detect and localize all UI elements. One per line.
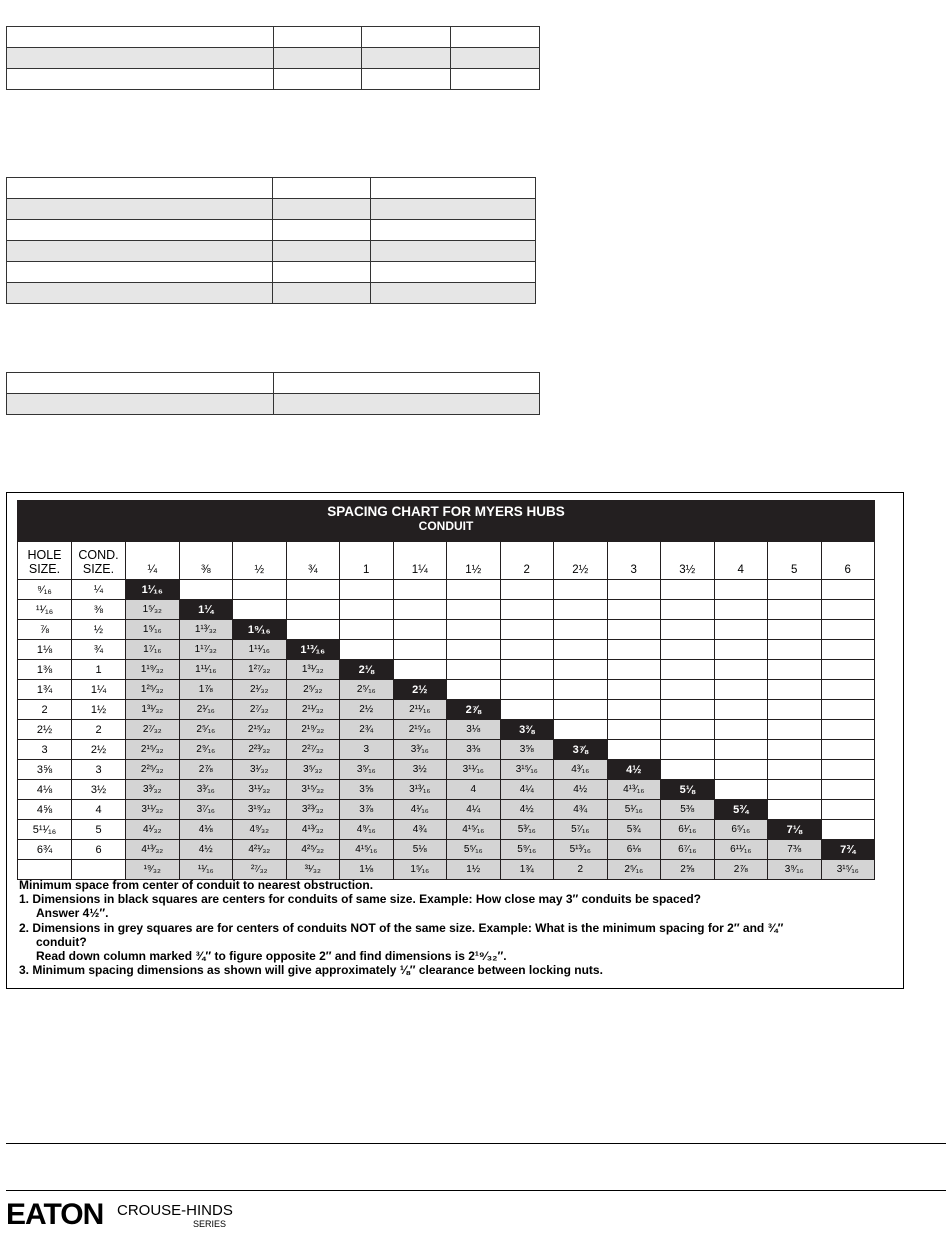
cond-size-cell: ¾ [72, 640, 126, 660]
cond-size-cell: ½ [72, 620, 126, 640]
mixed-size-spacing-cell: 6¹¹⁄₁₆ [714, 840, 768, 860]
empty-cell [714, 700, 768, 720]
empty-cell [554, 680, 608, 700]
empty-cell [661, 720, 715, 740]
empty-cell [607, 580, 661, 600]
mixed-size-spacing-cell: 2¹⁹⁄₃₂ [286, 720, 340, 740]
same-size-spacing-cell: 5¾ [714, 800, 768, 820]
empty-cell [821, 700, 875, 720]
empty-cell [286, 600, 340, 620]
mixed-size-spacing-cell: 4¾ [393, 820, 447, 840]
empty-cell [768, 720, 822, 740]
mixed-size-spacing-cell: 3¹⁹⁄₃₂ [233, 800, 287, 820]
mixed-size-spacing-cell: 4¾ [554, 800, 608, 820]
mixed-size-spacing-cell: 4²¹⁄₃₂ [233, 840, 287, 860]
hole-size-cell: ⅞ [18, 620, 72, 640]
cond-size-cell: 2½ [72, 740, 126, 760]
spacing-chart [6, 492, 904, 989]
mixed-size-spacing-cell: 7⅜ [768, 840, 822, 860]
note-line: Read down column marked ¾″ to figure opposite 2″ and find dimensions is 2¹⁹⁄₃₂″. [36, 949, 507, 964]
empty-cell [500, 600, 554, 620]
table-row [18, 660, 875, 680]
empty-cell [714, 680, 768, 700]
mixed-size-spacing-cell: 5¹⁄₁₆ [607, 800, 661, 820]
mixed-size-spacing-cell: 3¹¹⁄₃₂ [126, 800, 180, 820]
spacing-table [17, 541, 875, 880]
mixed-size-spacing-cell: 6⁷⁄₁₆ [661, 840, 715, 860]
mixed-size-spacing-cell: 3³⁄₃₂ [126, 780, 180, 800]
empty-cell [768, 800, 822, 820]
mixed-size-spacing-cell: 1⁵⁄₃₂ [126, 600, 180, 620]
empty-cell [179, 580, 233, 600]
same-size-spacing-cell: 1¹⁄₁₆ [126, 580, 180, 600]
conduit-column-header: 2½ [554, 542, 608, 580]
empty-cell [768, 740, 822, 760]
mixed-size-spacing-cell: 3⅞ [340, 800, 394, 820]
conduit-column-header: ¾ [286, 542, 340, 580]
hole-size-cell: 1⅛ [18, 640, 72, 660]
obstruction-spacing-cell: 1¾ [500, 860, 554, 880]
empty-cell [821, 580, 875, 600]
obstruction-spacing-cell: 1⁵⁄₁₆ [393, 860, 447, 880]
table-row [18, 820, 875, 840]
empty-cell [821, 820, 875, 840]
empty-cell [714, 620, 768, 640]
brand-series: SERIES [193, 1219, 227, 1229]
mixed-size-spacing-cell: 5¾ [607, 820, 661, 840]
hole-size-cell: 5¹¹⁄₁₆ [18, 820, 72, 840]
mixed-size-spacing-cell: 2¹¹⁄₁₆ [393, 700, 447, 720]
mixed-size-spacing-cell: 1⁵⁄₁₆ [126, 620, 180, 640]
mixed-size-spacing-cell: 5⁹⁄₁₆ [500, 840, 554, 860]
mixed-size-spacing-cell: 5³⁄₁₆ [500, 820, 554, 840]
obstruction-spacing-cell: ³¹⁄₃₂ [286, 860, 340, 880]
conduit-column-header: ½ [233, 542, 287, 580]
mixed-size-spacing-cell: 6⅛ [607, 840, 661, 860]
mixed-size-spacing-cell: 3⅝ [340, 780, 394, 800]
cond-size-cell: 1¼ [72, 680, 126, 700]
empty-cell [714, 760, 768, 780]
blank-table-2 [6, 177, 536, 304]
mixed-size-spacing-cell: 4⁹⁄₃₂ [233, 820, 287, 840]
cond-size-cell: ¼ [72, 580, 126, 600]
conduit-column-header: ¼ [126, 542, 180, 580]
empty-cell [714, 660, 768, 680]
empty-cell [340, 620, 394, 640]
mixed-size-spacing-cell: 4²⁵⁄₃₂ [286, 840, 340, 860]
mixed-size-spacing-cell: 3⅜ [447, 740, 501, 760]
mixed-size-spacing-cell: 4¹⁄₃₂ [126, 820, 180, 840]
mixed-size-spacing-cell: 3⅛ [447, 720, 501, 740]
hole-size-cell: ¹¹⁄₁₆ [18, 600, 72, 620]
mixed-size-spacing-cell: 1¹⁷⁄₃₂ [179, 640, 233, 660]
same-size-spacing-cell: 7¾ [821, 840, 875, 860]
blank-table-1 [6, 26, 540, 90]
empty-cell [447, 660, 501, 680]
mixed-size-spacing-cell: 2²³⁄₃₂ [233, 740, 287, 760]
empty-cell [821, 760, 875, 780]
empty-cell [821, 640, 875, 660]
obstruction-spacing-cell: ¹¹⁄₁₆ [179, 860, 233, 880]
mixed-size-spacing-cell: 5⅜ [661, 800, 715, 820]
empty-cell [607, 600, 661, 620]
mixed-size-spacing-cell: 1³¹⁄₃₂ [126, 700, 180, 720]
mixed-size-spacing-cell: 2⁷⁄₃₂ [233, 700, 287, 720]
empty-cell [607, 700, 661, 720]
empty-cell [393, 600, 447, 620]
note-line: 3. Minimum spacing dimensions as shown will give approximately ⅛″ clearance between locking nuts. [19, 963, 603, 978]
empty-cell [661, 740, 715, 760]
mixed-size-spacing-cell: 4³⁄₁₆ [554, 760, 608, 780]
hole-size-cell: 3⅝ [18, 760, 72, 780]
empty-cell [661, 760, 715, 780]
table-row [18, 800, 875, 820]
same-size-spacing-cell: 1⁹⁄₁₆ [233, 620, 287, 640]
same-size-spacing-cell: 7⅛ [768, 820, 822, 840]
conduit-column-header: 1½ [447, 542, 501, 580]
empty-cell [821, 600, 875, 620]
note-line: 2. Dimensions in grey squares are for centers of conduits NOT of the same size. Example: What is the minimum spacing for 2″ and ¾″ [19, 920, 784, 935]
empty-cell [607, 680, 661, 700]
mixed-size-spacing-cell: 2¹¹⁄₃₂ [286, 700, 340, 720]
hole-size-cell: 1¾ [18, 680, 72, 700]
mixed-size-spacing-cell: 5⁷⁄₁₆ [554, 820, 608, 840]
mixed-size-spacing-cell: 3³⁄₁₆ [393, 740, 447, 760]
obstruction-spacing-cell: 3¹⁵⁄₁₆ [821, 860, 875, 880]
conduit-column-header: 4 [714, 542, 768, 580]
empty-cell [821, 780, 875, 800]
mixed-size-spacing-cell: 4⁹⁄₁₆ [340, 820, 394, 840]
conduit-column-header: 3½ [661, 542, 715, 580]
conduit-column-header: 6 [821, 542, 875, 580]
empty-cell [821, 740, 875, 760]
mixed-size-spacing-cell: 2⁷⁄₃₂ [126, 720, 180, 740]
cond-size-cell: 6 [72, 840, 126, 860]
empty-cell [768, 680, 822, 700]
mixed-size-spacing-cell: 3³⁄₁₆ [179, 780, 233, 800]
empty-cell [821, 680, 875, 700]
mixed-size-spacing-cell: 4¹⁵⁄₁₆ [447, 820, 501, 840]
conduit-column-header: 2 [500, 542, 554, 580]
empty-cell [447, 600, 501, 620]
empty-cell [768, 660, 822, 680]
same-size-spacing-cell: 2½ [393, 680, 447, 700]
empty-cell [554, 720, 608, 740]
cond-size-cell: ⅜ [72, 600, 126, 620]
mixed-size-spacing-cell: 2¹⁵⁄₁₆ [393, 720, 447, 740]
empty-cell [607, 640, 661, 660]
mixed-size-spacing-cell: 2²⁵⁄₃₂ [126, 760, 180, 780]
empty-cell [393, 660, 447, 680]
table-row [18, 740, 875, 760]
obstruction-spacing-cell: ¹⁹⁄₃₂ [126, 860, 180, 880]
hole-size-cell: 3 [18, 740, 72, 760]
obstruction-spacing-cell: 2 [554, 860, 608, 880]
table-row [18, 640, 875, 660]
table-row [18, 700, 875, 720]
hole-size-cell: 6¾ [18, 840, 72, 860]
footer-divider [6, 1143, 946, 1144]
empty-cell [714, 780, 768, 800]
empty-cell [768, 780, 822, 800]
empty-cell [554, 600, 608, 620]
empty-cell [714, 740, 768, 760]
empty-cell [554, 700, 608, 720]
empty-cell [607, 740, 661, 760]
hole-size-header: HOLE SIZE. [18, 542, 72, 580]
empty-cell [768, 700, 822, 720]
mixed-size-spacing-cell: 1¹¹⁄₁₆ [233, 640, 287, 660]
cond-size-cell: 5 [72, 820, 126, 840]
empty-cell [768, 640, 822, 660]
mixed-size-spacing-cell: 6⁵⁄₁₆ [714, 820, 768, 840]
empty-cell [768, 600, 822, 620]
empty-cell [233, 580, 287, 600]
mixed-size-spacing-cell: 2⅞ [179, 760, 233, 780]
table-row [18, 600, 875, 620]
chart-title-bar [17, 500, 875, 541]
empty-cell [500, 660, 554, 680]
empty-cell [768, 760, 822, 780]
empty-cell [500, 680, 554, 700]
obstruction-spacing-cell: 1½ [447, 860, 501, 880]
mixed-size-spacing-cell: 3⅝ [500, 740, 554, 760]
same-size-spacing-cell: 3⅜ [500, 720, 554, 740]
empty-cell [554, 660, 608, 680]
mixed-size-spacing-cell: 4 [447, 780, 501, 800]
mixed-size-spacing-cell: 1¹¹⁄₁₆ [179, 660, 233, 680]
chart-subtitle: CONDUIT [418, 519, 474, 533]
empty-cell [500, 620, 554, 640]
mixed-size-spacing-cell: 3⁷⁄₁₆ [179, 800, 233, 820]
empty-cell [714, 600, 768, 620]
cond-size-cell: 1½ [72, 700, 126, 720]
mixed-size-spacing-cell: 2⁹⁄₁₆ [179, 740, 233, 760]
table-row [18, 760, 875, 780]
mixed-size-spacing-cell: 2²⁷⁄₃₂ [286, 740, 340, 760]
obstruction-spacing-cell: 2⁵⁄₁₆ [607, 860, 661, 880]
note-line: 1. Dimensions in black squares are centers for conduits of same size. Example: How close may 3″ conduits be spaced? [19, 892, 701, 907]
mixed-size-spacing-cell: 1⅞ [179, 680, 233, 700]
mixed-size-spacing-cell: 4¹³⁄₁₆ [607, 780, 661, 800]
table-row [18, 580, 875, 600]
empty-cell [607, 620, 661, 640]
hole-size-cell: 4⅝ [18, 800, 72, 820]
empty-cell [607, 720, 661, 740]
mixed-size-spacing-cell: 2¾ [340, 720, 394, 740]
mixed-size-spacing-cell: 1²⁵⁄₃₂ [126, 680, 180, 700]
table-row [18, 860, 875, 880]
mixed-size-spacing-cell: 1¹⁹⁄₃₂ [126, 660, 180, 680]
empty-cell [661, 680, 715, 700]
mixed-size-spacing-cell: 4½ [179, 840, 233, 860]
empty-cell [554, 640, 608, 660]
conduit-column-header: 1 [340, 542, 394, 580]
brand-name: CROUSE-HINDS [117, 1202, 233, 1219]
obstruction-spacing-cell: ²⁷⁄₃₂ [233, 860, 287, 880]
empty-cell [821, 800, 875, 820]
mixed-size-spacing-cell: 5⅛ [393, 840, 447, 860]
mixed-size-spacing-cell: 2⁵⁄₁₆ [340, 680, 394, 700]
footer-divider [6, 1190, 946, 1191]
table-header-row [18, 542, 875, 580]
obstruction-spacing-cell: 1⅛ [340, 860, 394, 880]
hole-size-cell: 2½ [18, 720, 72, 740]
obstruction-spacing-cell: 2⅞ [714, 860, 768, 880]
empty-cell [661, 700, 715, 720]
empty-cell [661, 600, 715, 620]
mixed-size-spacing-cell: 1⁷⁄₁₆ [126, 640, 180, 660]
table-row [18, 680, 875, 700]
empty-cell [768, 580, 822, 600]
mixed-size-spacing-cell: 4¹⁵⁄₁₆ [340, 840, 394, 860]
hole-size-cell: 2 [18, 700, 72, 720]
empty-cell [821, 720, 875, 740]
empty-cell [393, 620, 447, 640]
empty-cell [447, 580, 501, 600]
table-row [18, 620, 875, 640]
blank-table-3 [6, 372, 540, 415]
empty-cell [286, 580, 340, 600]
mixed-size-spacing-cell: 3²³⁄₃₂ [286, 800, 340, 820]
mixed-size-spacing-cell: 5⁵⁄₁₆ [447, 840, 501, 860]
same-size-spacing-cell: 4½ [607, 760, 661, 780]
mixed-size-spacing-cell: 3¹¹⁄₃₂ [233, 780, 287, 800]
mixed-size-spacing-cell: 1³¹⁄₃₂ [286, 660, 340, 680]
obstruction-spacing-cell: 3⁹⁄₁₆ [768, 860, 822, 880]
mixed-size-spacing-cell: 4½ [554, 780, 608, 800]
empty-cell [554, 580, 608, 600]
same-size-spacing-cell: 2⅛ [340, 660, 394, 680]
mixed-size-spacing-cell: 2⁵⁄₃₂ [286, 680, 340, 700]
mixed-size-spacing-cell: 1²⁷⁄₃₂ [233, 660, 287, 680]
empty-cell [821, 620, 875, 640]
empty-cell [393, 640, 447, 660]
empty-cell [500, 640, 554, 660]
mixed-size-spacing-cell: 2¹⁄₁₆ [179, 700, 233, 720]
cond-size-cell: 3½ [72, 780, 126, 800]
obstruction-spacing-cell: 2⅝ [661, 860, 715, 880]
empty-cell [714, 580, 768, 600]
empty-cell [340, 600, 394, 620]
mixed-size-spacing-cell: 6¹⁄₁₆ [661, 820, 715, 840]
conduit-column-header: 1¼ [393, 542, 447, 580]
cond-size-header: COND. SIZE. [72, 542, 126, 580]
same-size-spacing-cell: 2⅞ [447, 700, 501, 720]
same-size-spacing-cell: 3⅞ [554, 740, 608, 760]
hole-size-cell [18, 860, 72, 880]
conduit-column-header: ⅜ [179, 542, 233, 580]
mixed-size-spacing-cell: 3⁵⁄₁₆ [340, 760, 394, 780]
empty-cell [286, 620, 340, 640]
chart-title: SPACING CHART FOR MYERS HUBS [327, 504, 565, 519]
mixed-size-spacing-cell: 1¹³⁄₃₂ [179, 620, 233, 640]
mixed-size-spacing-cell: 2½ [340, 700, 394, 720]
mixed-size-spacing-cell: 3¹³⁄₁₆ [393, 780, 447, 800]
mixed-size-spacing-cell: 4¼ [500, 780, 554, 800]
empty-cell [500, 700, 554, 720]
chart-notes [19, 878, 783, 977]
empty-cell [554, 620, 608, 640]
empty-cell [233, 600, 287, 620]
cond-size-cell: 1 [72, 660, 126, 680]
mixed-size-spacing-cell: 4¼ [447, 800, 501, 820]
mixed-size-spacing-cell: 4¹⁄₁₆ [393, 800, 447, 820]
cond-size-cell [72, 860, 126, 880]
mixed-size-spacing-cell: 3¹⁵⁄₃₂ [286, 780, 340, 800]
mixed-size-spacing-cell: 4½ [500, 800, 554, 820]
mixed-size-spacing-cell: 5¹³⁄₁₆ [554, 840, 608, 860]
note-line: conduit? [36, 934, 87, 949]
empty-cell [340, 640, 394, 660]
mixed-size-spacing-cell: 4¹³⁄₃₂ [126, 840, 180, 860]
empty-cell [447, 640, 501, 660]
same-size-spacing-cell: 1¹³⁄₁₆ [286, 640, 340, 660]
table-row [18, 720, 875, 740]
mixed-size-spacing-cell: 3¹⁵⁄₁₆ [500, 760, 554, 780]
mixed-size-spacing-cell: 3¹¹⁄₁₆ [447, 760, 501, 780]
cond-size-cell: 4 [72, 800, 126, 820]
empty-cell [500, 580, 554, 600]
empty-cell [447, 620, 501, 640]
empty-cell [607, 660, 661, 680]
table-row [18, 840, 875, 860]
mixed-size-spacing-cell: 2⁵⁄₁₆ [179, 720, 233, 740]
eaton-logo: EATON [6, 1198, 104, 1231]
mixed-size-spacing-cell: 3¹⁄₃₂ [233, 760, 287, 780]
mixed-size-spacing-cell: 2¹⁵⁄₃₂ [233, 720, 287, 740]
empty-cell [661, 640, 715, 660]
mixed-size-spacing-cell: 2¹⁵⁄₃₂ [126, 740, 180, 760]
empty-cell [661, 660, 715, 680]
empty-cell [447, 680, 501, 700]
conduit-column-header: 3 [607, 542, 661, 580]
empty-cell [661, 580, 715, 600]
mixed-size-spacing-cell: 4⅛ [179, 820, 233, 840]
hole-size-cell: ⁹⁄₁₆ [18, 580, 72, 600]
empty-cell [821, 660, 875, 680]
empty-cell [714, 640, 768, 660]
empty-cell [661, 620, 715, 640]
mixed-size-spacing-cell: 4¹³⁄₃₂ [286, 820, 340, 840]
empty-cell [768, 620, 822, 640]
note-line: Answer 4½″. [36, 906, 109, 921]
mixed-size-spacing-cell: 2¹⁄₃₂ [233, 680, 287, 700]
empty-cell [393, 580, 447, 600]
mixed-size-spacing-cell: 3⁵⁄₃₂ [286, 760, 340, 780]
mixed-size-spacing-cell: 3 [340, 740, 394, 760]
hole-size-cell: 4⅛ [18, 780, 72, 800]
conduit-column-header: 5 [768, 542, 822, 580]
note-line: Minimum space from center of conduit to nearest obstruction. [19, 878, 374, 892]
empty-cell [340, 580, 394, 600]
cond-size-cell: 2 [72, 720, 126, 740]
same-size-spacing-cell: 1¼ [179, 600, 233, 620]
table-row [18, 780, 875, 800]
mixed-size-spacing-cell: 3½ [393, 760, 447, 780]
same-size-spacing-cell: 5⅛ [661, 780, 715, 800]
hole-size-cell: 1⅜ [18, 660, 72, 680]
empty-cell [714, 720, 768, 740]
cond-size-cell: 3 [72, 760, 126, 780]
